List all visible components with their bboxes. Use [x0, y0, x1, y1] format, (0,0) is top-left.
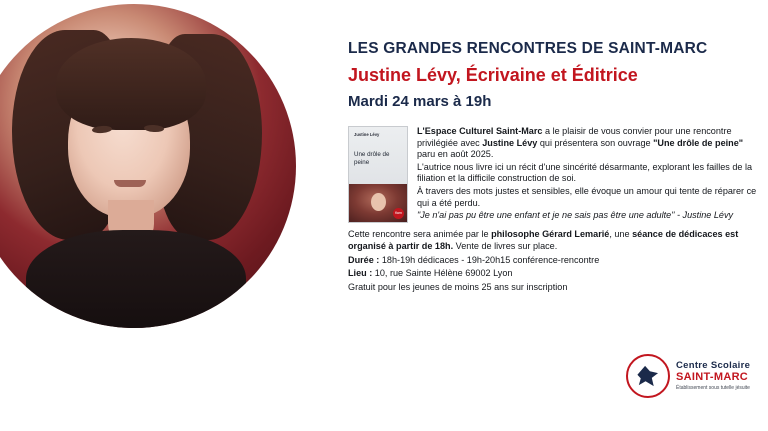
portrait-garment	[26, 230, 246, 328]
moderator-line	[348, 228, 758, 253]
moderator-prefix: Cette rencontre sera animée par le	[348, 229, 492, 239]
signing-suffix: Vente de livres sur place.	[453, 241, 558, 252]
logo-line-1: Centre Scolaire	[676, 359, 751, 371]
venue-name: L'Espace Culturel Saint-Marc	[417, 126, 543, 136]
book-cover-author: Justine Lévy	[354, 132, 380, 137]
portrait-area	[0, 0, 330, 431]
moderator-suffix: , une	[609, 229, 633, 239]
qr-code[interactable]	[528, 312, 623, 407]
logo-subtitle: Établissement sous tutelle jésuite	[676, 384, 750, 391]
book-cover-image	[348, 126, 408, 223]
logo-text-block	[676, 361, 750, 392]
logo-line-2: SAINT-MARC	[676, 371, 749, 384]
author-name-inline: Justine Lévy	[482, 137, 538, 148]
free-entry-note: Gratuit pour les jeunes de moins 25 ans sur inscription	[348, 281, 568, 292]
description-paragraph-3: À travers des mots justes et sensibles, elle évoque un amour qui tente de réparer ce qui a été perdu.	[417, 185, 757, 208]
portrait-mouth	[114, 180, 146, 187]
eagle-icon	[635, 364, 659, 388]
description-text-b: qui présentera son ouvrage	[537, 137, 654, 148]
event-kicker: LES GRANDES RENCONTRES DE SAINT-MARC	[348, 40, 708, 57]
duration-value: 18h-19h dédicaces - 19h-20h15 conférence-rencontre	[379, 254, 600, 265]
signing-info: séance de dédicaces est organisé à partir de 18h.	[348, 229, 739, 252]
description-paragraphs	[417, 126, 758, 223]
description-quote: "Je n'ai pas pu être une enfant et je ne sais pas être une adulte" - Justine Lévy	[417, 210, 734, 221]
duration-line	[348, 254, 758, 266]
book-and-description	[348, 126, 758, 223]
portrait-hair-top	[56, 38, 206, 130]
description-text-c: paru en août 2025.	[417, 149, 494, 160]
moderator-name: philosophe Gérard Lemarié	[491, 229, 610, 239]
title-block	[348, 40, 748, 110]
publisher-badge: flam	[393, 208, 404, 219]
place-label: Lieu :	[348, 268, 373, 279]
qr-code-grid	[528, 312, 623, 407]
logo-emblem-icon	[626, 354, 670, 398]
school-logo	[626, 352, 766, 400]
book-cover-title: Une drôle de peine	[354, 151, 390, 166]
place-value: 10, rue Sainte Hélène 69002 Lyon	[372, 268, 513, 279]
description-paragraph-2: L'autrice nous livre ici un récit d'une sincérité désarmante, explorant les failles de la filiation et la difficile construction de soi.	[417, 161, 753, 184]
description-text-a: a le plaisir de vous convier pour une rencontre privilégiée avec	[417, 126, 732, 148]
author-portrait-photo	[0, 4, 296, 328]
book-title-inline: "Une drôle de peine"	[653, 137, 744, 148]
event-headline: Justine Lévy, Écrivaine et Éditrice	[348, 65, 638, 85]
book-cover-photo-face	[371, 193, 386, 211]
body-block	[348, 126, 758, 294]
practical-details	[348, 228, 758, 293]
place-line	[348, 267, 758, 279]
duration-label: Durée :	[348, 254, 380, 265]
description-paragraph-1	[417, 126, 758, 161]
event-datetime: Mardi 24 mars à 19h	[348, 93, 492, 110]
content-column	[348, 0, 768, 431]
